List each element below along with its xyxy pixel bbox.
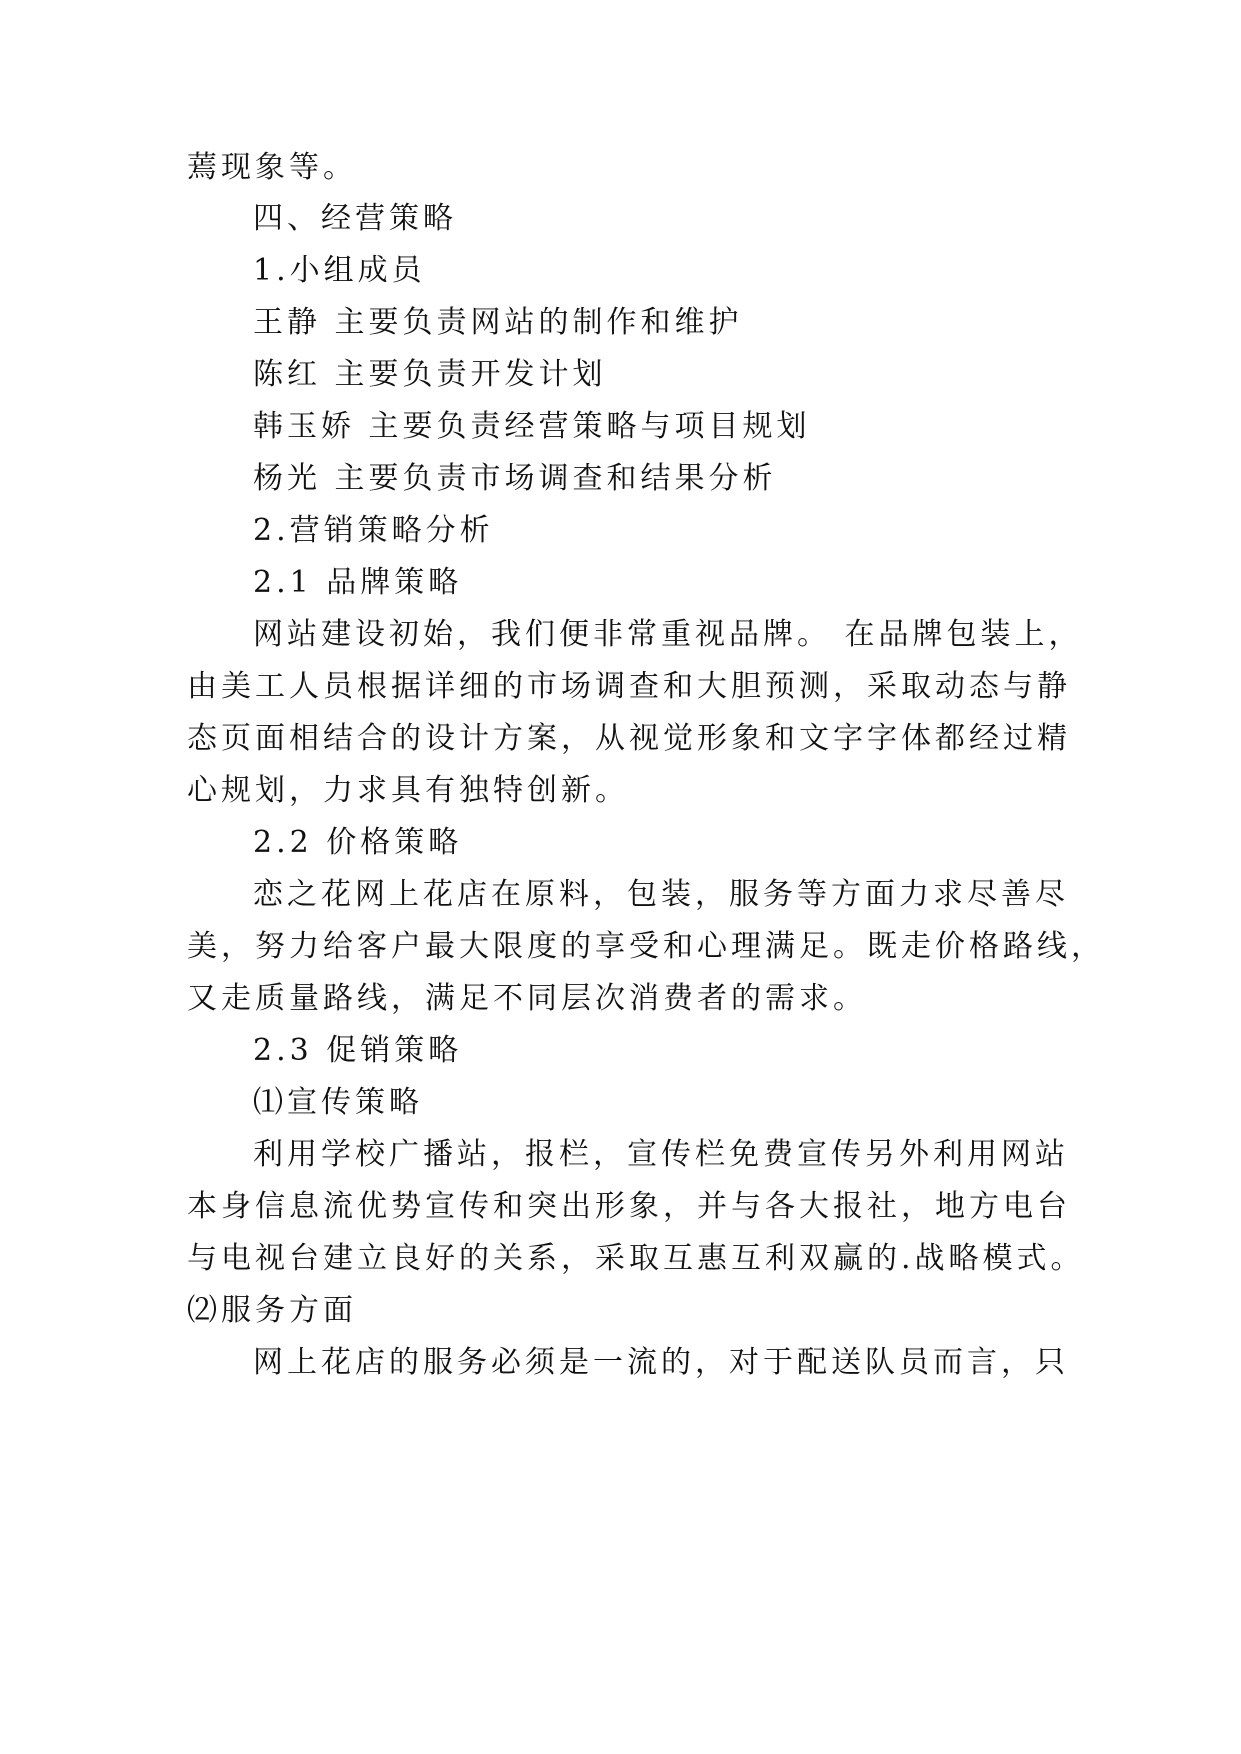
subsection-heading: 2.3 促销策略 <box>253 1033 463 1068</box>
text-line: 与电视台建立良好的关系，采取互惠互利双赢的.战略模式。 <box>187 1241 1085 1276</box>
text-line: 恋之花网上花店在原料，包装，服务等方面力求尽善尽 <box>253 877 1069 912</box>
subsection-heading: 2.2 价格策略 <box>253 825 463 860</box>
section-heading: 四、经营策略 <box>253 201 457 236</box>
text-line: 王静 主要负责网站的制作和维护 <box>253 305 743 340</box>
text-line: 杨光 主要负责市场调查和结果分析 <box>253 461 777 496</box>
text-line: 韩玉娇 主要负责经营策略与项目规划 <box>253 409 811 444</box>
text-line: 本身信息流优势宣传和突出形象，并与各大报社，地方电台 <box>187 1189 1071 1224</box>
text-line: 由美工人员根据详细的市场调查和大胆预测，采取动态与静 <box>187 669 1071 704</box>
text-line: 美，努力给客户最大限度的享受和心理满足。既走价格路线， <box>187 929 1105 964</box>
subsection-heading: ⑵服务方面 <box>187 1293 357 1328</box>
text-line: 网站建设初始，我们便非常重视品牌。 在品牌包装上， <box>253 617 1083 652</box>
text-line: 陈红 主要负责开发计划 <box>253 357 607 392</box>
text-line: 心规划，力求具有独特创新。 <box>187 773 629 808</box>
text-line: 又走质量路线，满足不同层次消费者的需求。 <box>187 981 867 1016</box>
subsection-heading: 2.营销策略分析 <box>253 513 494 548</box>
text-line: 态页面相结合的设计方案，从视觉形象和文字字体都经过精 <box>187 721 1071 756</box>
text-line: 网上花店的服务必须是一流的，对于配送队员而言，只 <box>253 1345 1069 1380</box>
text-line: 利用学校广播站，报栏，宣传栏免费宣传另外利用网站 <box>253 1137 1069 1172</box>
subsection-heading: 2.1 品牌策略 <box>253 565 463 600</box>
subsection-heading: ⑴宣传策略 <box>253 1085 423 1120</box>
subsection-heading: 1.小组成员 <box>253 253 426 288</box>
text-line: 蔫现象等。 <box>187 150 357 185</box>
